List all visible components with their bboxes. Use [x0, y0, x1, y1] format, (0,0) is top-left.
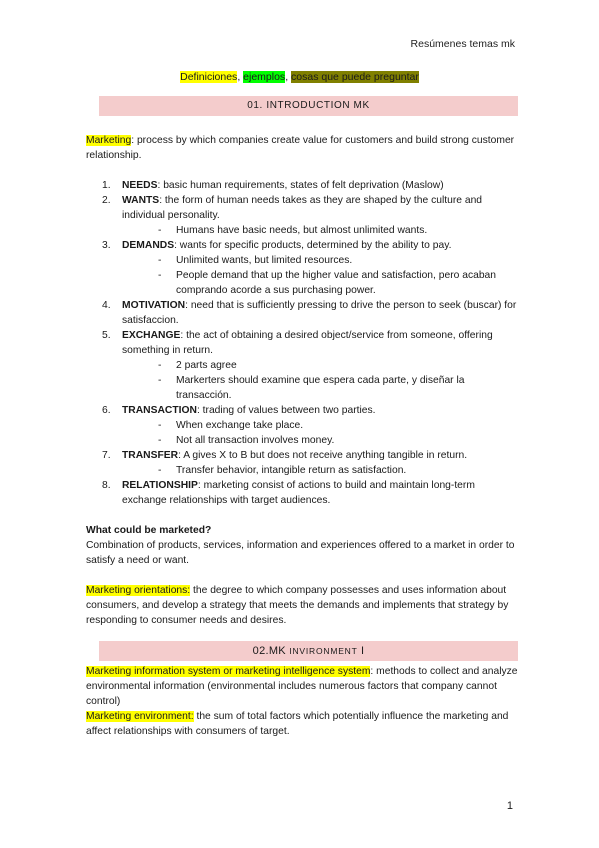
list-item: [86, 193, 518, 238]
list-item-term: WANTS: [122, 195, 160, 206]
list-item-term: TRANSFER: [122, 450, 179, 461]
list-item-text: : A gives X to B but does not receive anything tangible in return.: [178, 450, 468, 461]
dash-bullet: -: [158, 435, 162, 446]
sub-list-item-text: Markerters should examine que espera cada parte, y diseñar la transacción.: [176, 375, 465, 401]
sub-list: [122, 253, 518, 298]
orientations-text: the degree to which company possesses and uses information about consumers, and develop a strategy that meets the demands and implements that strategy by responding to consumer needs and desires.: [86, 585, 509, 626]
dash-bullet: -: [158, 270, 162, 281]
section1-body: [86, 133, 518, 628]
dash-bullet: -: [158, 420, 162, 431]
list-item-number: 7.: [102, 450, 111, 461]
mis-definition: [86, 664, 518, 709]
sub-list-item-text: Transfer behavior, intangible return as satisfaction.: [176, 465, 407, 476]
concepts-list: [86, 178, 518, 508]
list-item-text: : marketing consist of actions to build and maintain long-term exchange relationships with target audiences.: [122, 480, 475, 506]
list-item: [86, 403, 518, 448]
legend-separator: ,: [285, 71, 292, 83]
list-item-number: 3.: [102, 240, 111, 251]
section-heading-environment: 02.MK INVIRONMENT I: [99, 641, 518, 661]
marketing-term: Marketing: [86, 135, 132, 146]
sub-list-item: [122, 253, 518, 268]
legend-questions: cosas que puede preguntar: [291, 71, 419, 83]
list-item-term: TRANSACTION: [122, 405, 197, 416]
list-item: [86, 178, 518, 193]
question-heading: What could be marketed?: [86, 525, 212, 536]
page-number: 1: [506, 800, 513, 812]
orientations-term: Marketing orientations:: [86, 585, 191, 596]
environment-definition: [86, 709, 518, 739]
sub-list-item: [122, 268, 518, 298]
sub-list-item: [122, 418, 518, 433]
list-item-term: RELATIONSHIP: [122, 480, 198, 491]
list-item-text: : wants for specific products, determined by the ability to pay.: [174, 240, 452, 251]
list-item-number: 2.: [102, 195, 111, 206]
section2-body: [86, 664, 518, 739]
list-item: [86, 238, 518, 298]
list-item: [86, 448, 518, 478]
list-item-number: 6.: [102, 405, 111, 416]
list-item-text: : the form of human needs takes as they are shaped by the culture and individual personality.: [122, 195, 483, 221]
sub-list-item: [122, 223, 518, 238]
sub-list-item: [122, 358, 518, 373]
highlight-legend: [0, 71, 599, 83]
mis-term: Marketing information system or marketing intelligence system: [86, 666, 371, 677]
sub-list-item-text: Unlimited wants, but limited resources.: [176, 255, 353, 266]
list-item-term: NEEDS: [122, 180, 158, 191]
list-item-term: MOTIVATION: [122, 300, 186, 311]
section-heading-intro: 01. INTRODUCTION MK: [99, 96, 518, 116]
list-item-text: : the act of obtaining a desired object/service from someone, offering something in return.: [122, 330, 493, 356]
sub-list-item: [122, 463, 518, 478]
list-item-text: : trading of values between two parties.: [196, 405, 376, 416]
sub-list: [122, 223, 518, 238]
sub-list: [122, 418, 518, 448]
list-item-number: 4.: [102, 300, 111, 311]
dash-bullet: -: [158, 360, 162, 371]
environment-text: the sum of total factors which potentially influence the marketing and affect relationships with consumers of target.: [86, 711, 509, 737]
list-item: [86, 478, 518, 508]
sub-list-item-text: People demand that up the higher value and satisfaction, pero acaban comprando acorde a sus purchasing power.: [176, 270, 497, 296]
sub-list-item-text: Humans have basic needs, but almost unlimited wants.: [176, 225, 428, 236]
sub-list-item-text: 2 parts agree: [176, 360, 237, 371]
marketing-definition: [86, 133, 518, 163]
legend-separator: ,: [237, 71, 244, 83]
list-item: [86, 328, 518, 403]
orientations-definition: [86, 583, 518, 628]
question-answer: Combination of products, services, information and experiences offered to a market in order to satisfy a need or want.: [86, 540, 515, 566]
list-item: [86, 298, 518, 328]
sub-list: [122, 463, 518, 478]
list-item-number: 8.: [102, 480, 111, 491]
sub-list-item-text: When exchange take place.: [176, 420, 304, 431]
dash-bullet: -: [158, 465, 162, 476]
marketing-definition-text: : process by which companies create value for customers and build strong customer relationship.: [86, 135, 515, 161]
dash-bullet: -: [158, 375, 162, 386]
list-item-text: : basic human requirements, states of felt deprivation (Maslow): [157, 180, 444, 191]
running-header: Resúmenes temas mk: [410, 38, 515, 50]
list-item-term: EXCHANGE: [122, 330, 181, 341]
sub-list-item-text: Not all transaction involves money.: [176, 435, 335, 446]
legend-examples: ejemplos: [243, 71, 286, 83]
list-item-number: 1.: [102, 180, 111, 191]
sub-list-item: [122, 373, 518, 403]
environment-term: Marketing environment:: [86, 711, 194, 722]
list-item-text: : need that is sufficiently pressing to drive the person to seek (buscar) for satisfaccion.: [122, 300, 517, 326]
sub-list: [122, 358, 518, 403]
legend-definitions: Definiciones: [180, 71, 238, 83]
sub-list-item: [122, 433, 518, 448]
list-item-term: DEMANDS: [122, 240, 175, 251]
dash-bullet: -: [158, 225, 162, 236]
list-item-number: 5.: [102, 330, 111, 341]
mis-text: : methods to collect and analyze environmental information (environmental includes numerous factors that company cannot control): [86, 666, 518, 707]
dash-bullet: -: [158, 255, 162, 266]
